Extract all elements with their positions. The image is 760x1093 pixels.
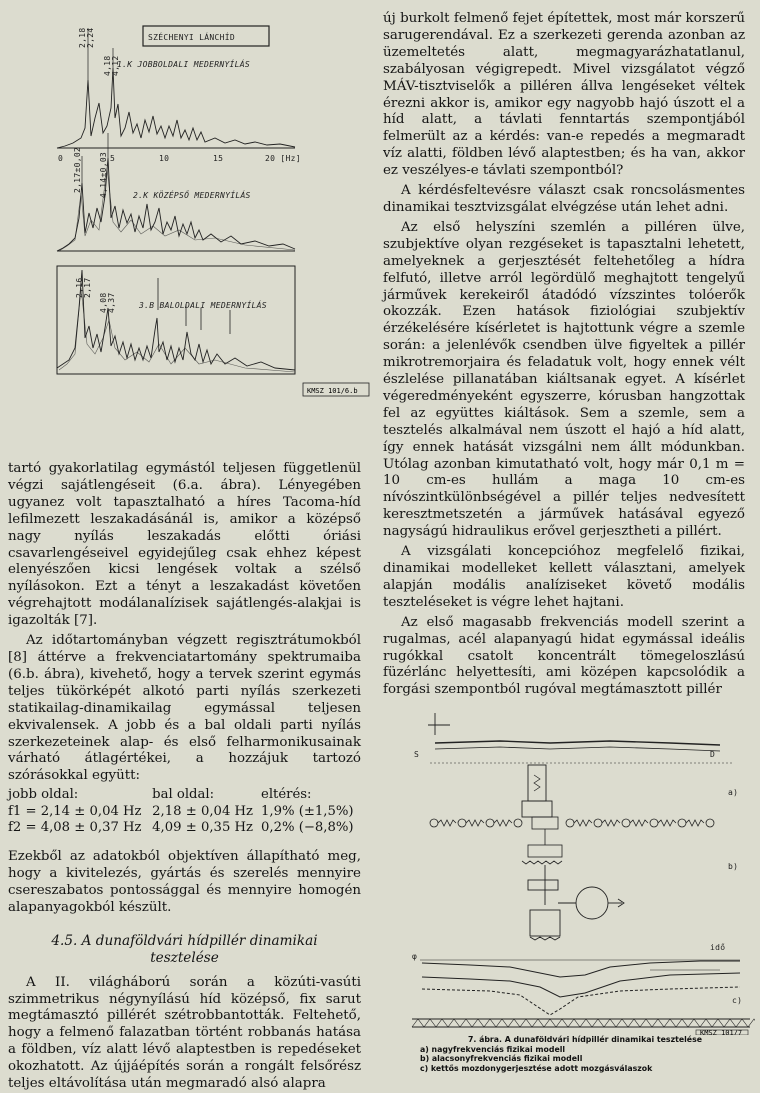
paragraph: Az első magasabb frekvenciás modell szerint a rugalmas, acél alapanyagú hidat egymással ideális rugókkal csatolt koncentrált tömegeloszlású füzérlánc helyettesíti, ami középen kapcsolódik a forgási szempontból rugóval megtámasztott pillér [383, 614, 745, 698]
figure-7-s-label: S [414, 750, 420, 759]
figure-7-caption-title: 7. ábra. A dunaföldvári hídpillér dinamikai tesztelése [467, 1035, 703, 1044]
spectrum-2-line [57, 158, 295, 251]
peak-label: 2,18 [78, 27, 87, 48]
paragraph: új burkolt felmenő fejet építettek, most már korszerű sarugerendával. Ez a szerkezeti gerenda azonban az üzemeltetés alatt, megmagyarázhatatlanul, szabályosan végigrepedt. Mivel vizsgálatot végző MÁV-tisztviselők a pilléren állva lengéseket véltek érezni akkor is, amikor egy nagyobb hajó úszott el a híd alatt, a távlati fenntartás szempontjából felmerült az a kérdés: van-e repedés a megmaradt víz alatti, földben lévő alaptestben; és ha van, akkor ez veszélyes-e távlati szempontból? [383, 11, 745, 179]
figure-7-caption-b: b) alacsonyfrekvenciás fizikai modell [420, 1054, 583, 1064]
paragraph: tartó gyakorlatilag egymástól teljesen függetlenül végzi sajátlengéseit (6.a. ábra). Lényegében ugyanez volt tapasztalható a híres Tacoma-híd lefilmezett leszakadásánál is, amikor a középső nagy nyílás leszakadás előtti óriási csavarlengéseivel egyidejűleg csak ehhez képest elenyészően kicsi lengések voltak a szélső nyílásokon. Ezt a tényt a leszakadást követően végrehajtott modálanalízisek sajátlengés-alakjai is igazolták [7]. [8, 461, 361, 629]
figure-7-label-a: a) [728, 788, 739, 797]
axis-tick: 10 [159, 154, 170, 163]
figure-6-title: SZÉCHENYI LÁNCHÍD [148, 33, 235, 42]
table-cell: 0,2% (−8,8%) [261, 820, 354, 836]
figure-7-caption [420, 1035, 750, 1073]
paragraph: Ezekből az adatokból objektíven állapítható meg, hogy a kivitelezés, gyártás és szerelés mennyire csereszabatos pontossággal és mennyire homogén alapanyagokból készült. [8, 849, 361, 915]
table-header: eltérés: [261, 787, 312, 803]
paragraph: Az első helyszíni szemlén a pilléren ülve, szubjektíve olyan rezgéseket is tapasztalni lehetett, amelyeknek a gerjesztését feltehetőleg a hídra felfutó, illetve arról legördülő meghajtott tengelyű járművek kerekeiről átadódó vízszintes tolóerők okozzák. Ezen hatások fiziológiai szubjektív érzékelésére kísérletet is hajtottunk végre a szemle során: a jelenlévők csendben ülve figyeltek a pillér mikrotremorjaira és feladatuk volt, hogy ennek vélt észlelése pillanatában kiáltsanak egyet. A kísérlet végeredményeként egyszerre, kórusban hangzottak fel az együttes kiáltások. Sem a szemle, sem a tesztelés alkalmával nem úszott el hajó a híd alatt, így ennek hatását vizsgálni nem állt módunkban. Utólag azonban kimutatható volt, hogy már 0,1 m = 10 cm-es hullám a maga 10 cm-es nívószintkülönbségével a pillér teljes nedvesített keresztmetszetén a járművek hatásával egyező nagyságú hidraulikus erővel gerjesztheti a pillért. [383, 219, 745, 540]
section-heading: 4.5. A dunaföldvári hídpillér dinamikai tesztelése [51, 932, 318, 966]
figure-7-caption-c: c) kettős mozdonygerjesztése adott mozgásválaszok [420, 1063, 653, 1073]
figure-6-stamp: KMSZ 101/6.b [307, 387, 358, 395]
peak-label: 2,24 [86, 27, 95, 48]
peak-label: 2,17±0,02 [73, 146, 82, 193]
panel-2-label: 2.K KÖZÉPSŐ MEDERNYÍLÁS [133, 191, 251, 200]
peak-label: 4,18 [103, 55, 112, 76]
paragraph: A kérdésfeltevésre választ csak roncsolásmentes dinamikai tesztvizsgálat elvégzése után lehet adni. [383, 183, 745, 215]
peak-label: 4,14±0,03 [99, 151, 108, 198]
figure-7-stamp: KMSZ 101/7 [700, 1029, 743, 1035]
table-cell: 4,09 ± 0,35 Hz [152, 820, 253, 836]
figure-7-time-label: idő [710, 943, 726, 952]
figure-7-phi-label: φ [412, 952, 418, 961]
figure-7-label-b: b) [728, 862, 739, 871]
figure-7-d-label: D [710, 750, 716, 759]
table-cell: f1 = 2,14 ± 0,04 Hz [8, 803, 142, 819]
frequency-table [8, 787, 361, 837]
peak-label: 2,17 [83, 277, 92, 298]
table-header: bal oldal: [152, 787, 215, 803]
paragraph: A II. világháború során a közúti-vasúti szimmetrikus négynyílású híd középső, fix sarut megtámasztó pillérét szétrobbantották. Feltehető, hogy a felmenő falazatban történt robbanás hatása a földben, víz alatt lévő alaptestben is repedéseket okozhatott. Az újjáépítés során a rongált felsőrész teljes eltávolítása után megmaradó alsó alapra [8, 974, 361, 1092]
panel-3-label: 3.B BALOLDALI MEDERNYÍLÁS [139, 301, 267, 310]
table-cell: 2,18 ± 0,04 Hz [152, 803, 253, 819]
table-header: jobb oldal: [8, 787, 79, 803]
axis-tick: 20 [Hz] [265, 154, 301, 163]
left-column [8, 461, 361, 1093]
axis-tick: 0 [58, 154, 64, 163]
peak-label: 4,12 [111, 55, 120, 76]
figure-7-models [410, 705, 755, 1035]
peak-label: 4,08 [99, 292, 108, 313]
figure-7-label-c: c) [732, 996, 743, 1005]
paragraph: Az időtartományban végzett regisztrátumokból [8] áttérve a frekvenciatartomány spektrumaiba (6.b. ábra), kivehető, hogy a tervek szerint egymás teljes tükörképét alkotó parti nyílás szerkezeti statikailag-dinamikailag egymással teljesen ekvivalensek. A jobb és a bal oldali parti nyílás szerkezeteinek alap- és első felharmonikusainak várható átlagértékei, a hozzájuk tartozó szórásokkal együtt: [8, 633, 361, 784]
axis-tick: 15 [213, 154, 224, 163]
spectrum-3-line [57, 270, 295, 370]
peak-label: 2,16 [75, 277, 84, 298]
figure-6-spectra [55, 8, 375, 403]
peak-label: 4,37 [107, 292, 116, 313]
paragraph: A vizsgálati koncepcióhoz megfelelő fizikai, dinamikai modelleket kellett választani, amelyek alapján modális analíziseket követő modális teszteléseket is végre lehet hajtani. [383, 544, 745, 610]
axis-tick: 5 [110, 154, 116, 163]
spectrum-1-line [57, 68, 295, 148]
table-cell: f2 = 4,08 ± 0,37 Hz [8, 820, 142, 836]
panel-1-label: 1.K JOBBOLDALI MEDERNYÍLÁS [117, 60, 251, 69]
figure-7-caption-a: a) nagyfrekvenciás fizikai modell [420, 1044, 566, 1054]
table-cell: 1,9% (±1,5%) [261, 803, 354, 819]
right-column [383, 11, 745, 699]
